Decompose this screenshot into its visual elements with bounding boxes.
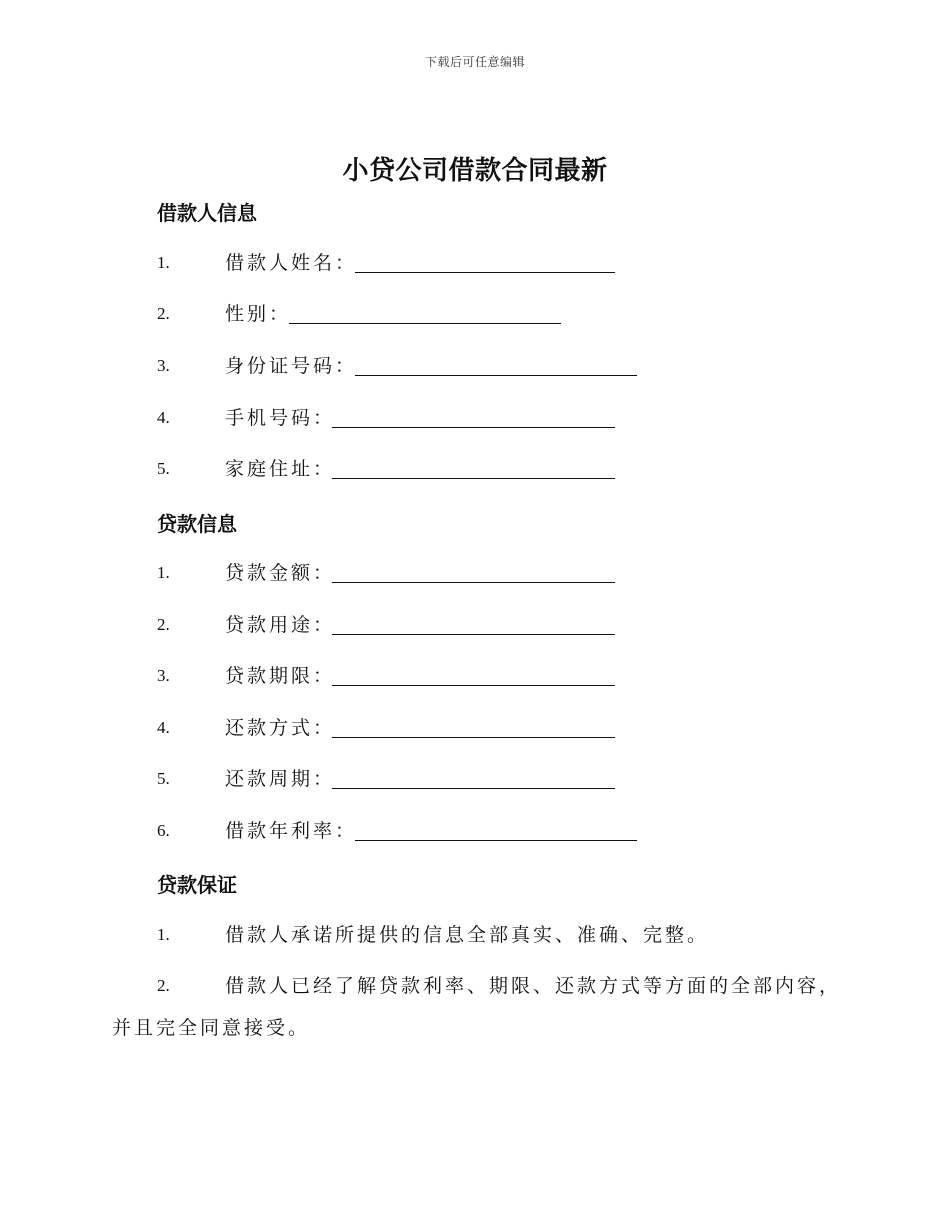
section-heading-loan: 贷款信息 — [157, 512, 237, 536]
field-label: 借款人姓名： — [225, 252, 358, 274]
fill-in-blank — [332, 478, 615, 479]
field-label: 借款年利率： — [225, 820, 358, 842]
item-number: 1. — [157, 925, 170, 944]
section-heading-guarantee: 贷款保证 — [157, 873, 237, 897]
fill-in-blank — [355, 840, 637, 841]
fill-in-blank — [332, 737, 615, 738]
section-heading-borrower: 借款人信息 — [157, 201, 257, 225]
fill-in-blank — [332, 634, 615, 635]
guarantee-text: 借款人承诺所提供的信息全部真实、准确、完整。 — [225, 924, 710, 946]
document-title: 小贷公司借款合同最新 — [342, 156, 608, 186]
item-number: 3. — [157, 356, 170, 375]
item-number: 2. — [157, 304, 170, 323]
fill-in-blank — [332, 788, 615, 789]
item-number: 1. — [157, 563, 170, 582]
guarantee-text: 借款人已经了解贷款利率、期限、还款方式等方面的全部内容， — [225, 975, 842, 997]
item-number: 4. — [157, 408, 170, 427]
field-label: 手机号码： — [225, 407, 336, 429]
fill-in-blank — [355, 375, 637, 376]
field-label: 贷款用途： — [225, 614, 336, 636]
fill-in-blank — [332, 582, 615, 583]
item-number: 1. — [157, 253, 170, 272]
item-number: 2. — [157, 615, 170, 634]
field-label: 性别： — [225, 303, 292, 325]
field-label: 还款周期： — [225, 768, 336, 790]
item-number: 2. — [157, 976, 170, 995]
fill-in-blank — [289, 323, 561, 324]
item-number: 3. — [157, 666, 170, 685]
field-label: 还款方式： — [225, 717, 336, 739]
page-header-note: 下载后可任意编辑 — [424, 55, 525, 69]
fill-in-blank — [355, 272, 615, 273]
field-label: 身份证号码： — [225, 355, 358, 377]
fill-in-blank — [332, 427, 615, 428]
fill-in-blank — [332, 685, 615, 686]
item-number: 4. — [157, 718, 170, 737]
field-label: 贷款期限： — [225, 665, 336, 687]
field-label: 家庭住址： — [225, 458, 336, 480]
field-label: 贷款金额： — [225, 562, 336, 584]
item-number: 6. — [157, 821, 170, 840]
item-number: 5. — [157, 769, 170, 788]
item-number: 5. — [157, 459, 170, 478]
guarantee-text-continuation: 并且完全同意接受。 — [112, 1017, 311, 1039]
